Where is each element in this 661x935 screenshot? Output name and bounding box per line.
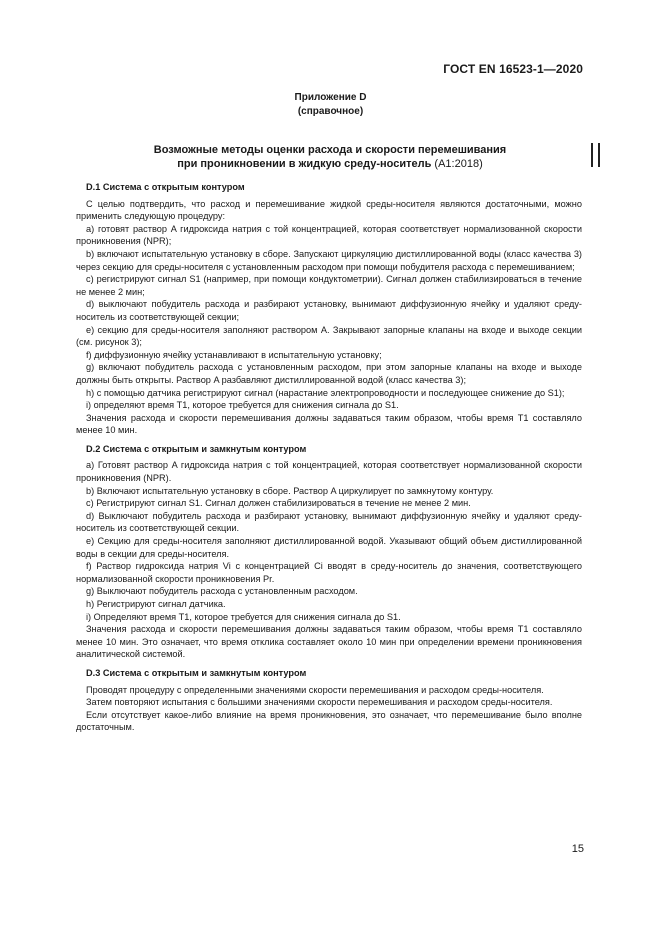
paragraph: С целью подтвердить, что расход и перемешивание жидкой среды-носителя являются достаточными, можно применить следующую процедуру: [76,198,582,222]
page-number: 15 [571,843,584,855]
list-item: c) Регистрируют сигнал S1. Сигнал должен стабилизироваться в течение не менее 2 мин. [86,498,471,509]
list-item: g) включают побудитель расхода с установленным расходом, при этом запорные клапаны на входе и выходе должны быть открыты. Раствор A разбавляют дистиллированной водой (класс качества 3); [76,362,582,385]
list-item: b) включают испытательную установку в сборе. Запускают циркуляцию дистиллированной воды (класс качества 3) через секцию для среды-носителя с установленным расходом при помощи побудителя расхода с перемешиванием; [76,248,582,272]
annex-title [80,143,580,171]
title-line-2 [80,157,580,171]
list-item: e) Секцию для среды-носителя заполняют дистиллированной водой. Указывают общий объем дистиллированной воды в секции для среды-носителя. [76,536,582,559]
section-heading: D.3 Система с открытым и замкнутым контуром [86,667,307,678]
list-item: e) секцию для среды-носителя заполняют раствором A. Закрывают запорные клапаны на входе и выходе секции (см. рисунок 3); [76,324,582,348]
paragraph: Значения расхода и скорости перемешивания должны задаваться таким образом, чтобы время T1 составляло менее 10 мин. [76,412,582,436]
list-item: f) диффузионную ячейку устанавливают в испытательную установку; [86,349,382,360]
list-item: i) определяют время T1, которое требуется для снижения сигнала до S1. [86,400,399,411]
paragraph: Проводят процедуру с определенными значениями скорости перемешивания и расходом среды-носителя. [86,684,544,695]
list-item: h) с помощью датчика регистрируют сигнал (нарастание электропроводности и последующее снижение до S1); [86,387,565,398]
paragraph: Затем повторяют испытания с большими значениями скорости перемешивания и расходом среды-носителя. [86,697,553,708]
section-heading: D.1 Система с открытым контуром [86,182,245,192]
annex-body [76,181,582,734]
title-line-2-amendment: (А1:2018) [431,158,483,170]
title-line-2-bold: при проникновении в жидкую среду-носитель [177,158,432,170]
list-item: f) Раствор гидроксида натрия Vi с концентрацией Ci вводят в среду-носитель до значения, соответствующего нормализованной скорости проникновения Pr. [76,561,582,584]
document-code: ГОСТ EN 16523-1—2020 [443,62,583,76]
list-item: a) готовят раствор A гидроксида натрия с той концентрацией, которая соответствует нормализованной скорости проникновения (NPR); [76,223,582,247]
section-heading: D.2 Система с открытым и замкнутым контуром [86,443,307,454]
list-item: g) Выключают побудитель расхода с установленным расходом. [86,586,358,597]
annex-type: (справочное) [297,106,364,117]
title-line-1: Возможные методы оценки расхода и скорости перемешивания [153,144,507,156]
list-item: a) Готовят раствор A гидроксида натрия с той концентрацией, которая соответствует нормализованной скорости проникновения (NPR). [76,460,582,484]
paragraph: Если отсутствует какое-либо влияние на время проникновения, это означает, что перемешивание было вполне достаточным. [76,709,582,733]
annex-heading [0,91,661,119]
list-item: d) выключают побудитель расхода и разбирают установку, вынимают диффузионную ячейку и удаляют среду-носитель из соответствующей секции; [76,299,582,322]
list-item: b) Включают испытательную установку в сборе. Раствор A циркулирует по замкнутому контуру. [86,485,494,496]
change-marker [591,143,600,167]
annex-label: Приложение D [294,92,367,103]
list-item: h) Регистрируют сигнал датчика. [86,599,226,609]
list-item: d) Выключают побудитель расхода и разбирают установку, вынимают диффузионную ячейку и удаляют среду-носитель из соответствующей секции. [76,510,582,534]
list-item: c) регистрируют сигнал S1 (например, при помощи кондуктометрии). Сигнал должен стабилизироваться в течение не менее 2 мин; [76,274,582,297]
list-item: i) Определяют время T1, которое требуется для снижения сигнала до S1. [86,611,401,622]
paragraph: Значения расхода и скорости перемешивания должны задаваться таким образом, чтобы время T1 составляло менее 10 мин. Это означает, что время отклика составляет около 10 мин при определении времени проникновения аналитической системой. [76,624,582,660]
